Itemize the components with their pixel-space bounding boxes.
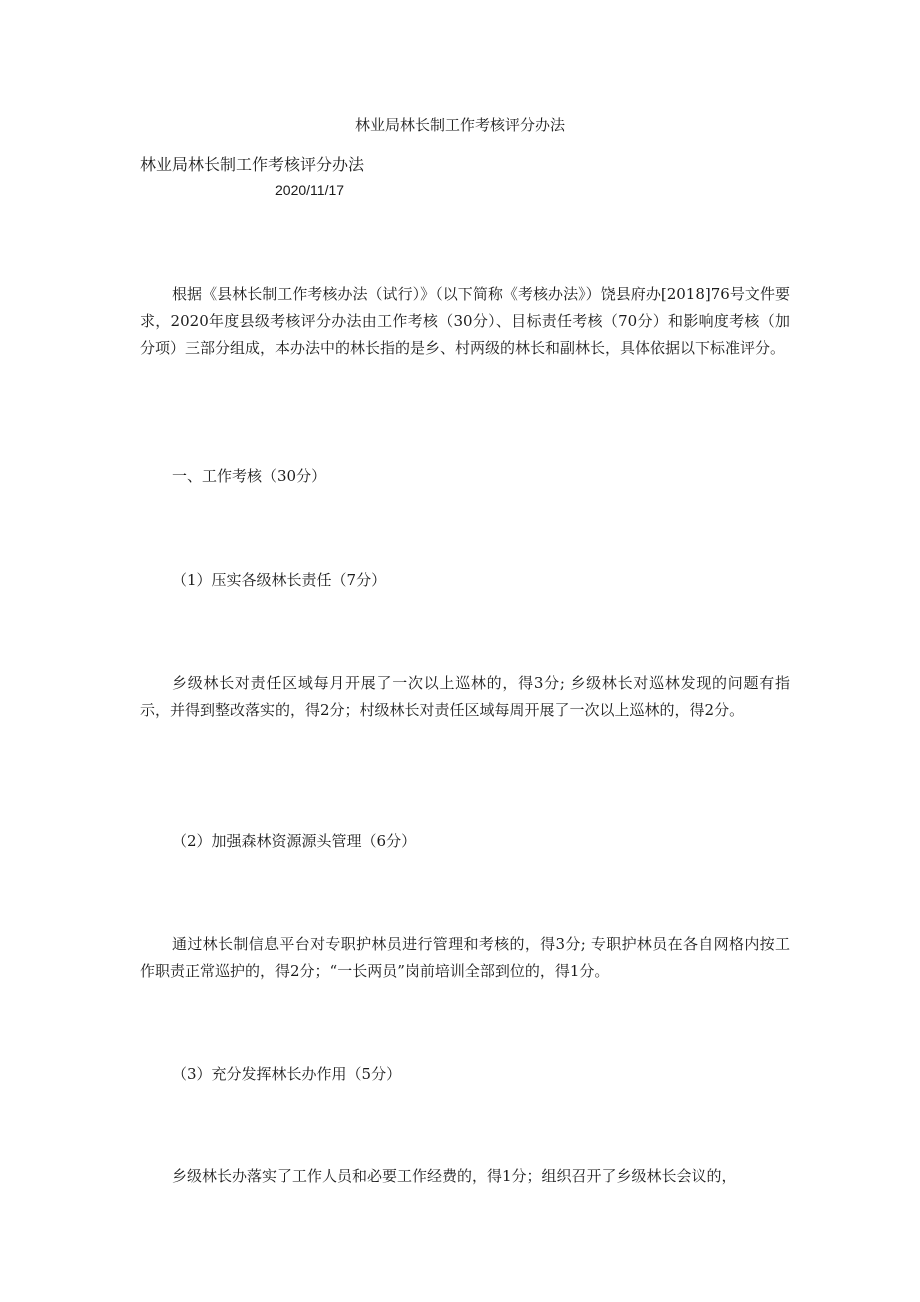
document-subtitle: 林业局林长制工作考核评分办法 [140, 155, 365, 174]
item-body-3: 乡级林长办落实了工作人员和必要工作经费的，得1分；组织召开了乡级林长会议的， [172, 1167, 737, 1185]
item-heading-1: （1）压实各级林长责任（7分） [172, 571, 387, 589]
item-body-2: 通过林长制信息平台对专职护林员进行管理和考核的，得3分; 专职护林员在各自网格内按工作职责正常巡护的，得2分；“一长两员”岗前培训全部到位的，得1分。 [140, 935, 790, 980]
intro-paragraph: 根据《县林长制工作考核办法（试行）》（以下简称《考核办法》）饶县府办[2018]76号文件要求，2020年度县级考核评分办法由工作考核（30分）、目标责任考核（70分）和影响度考核（加分项）三部分组成，本办法中的林长指的是乡、村两级的林长和副林长，具体依据以下标准评分。 [140, 285, 790, 357]
document-title: 林业局林长制工作考核评分办法 [354, 116, 565, 134]
item-heading-2: （2）加强森林资源源头管理（6分） [172, 832, 417, 850]
item-body-1: 乡级林长对责任区域每月开展了一次以上巡林的，得3分; 乡级林长对巡林发现的问题有指示，并得到整改落实的，得2分；村级林长对责任区域每周开展了一次以上巡林的，得2分。 [140, 674, 790, 719]
item-heading-3: （3）充分发挥林长办作用（5分） [172, 1065, 402, 1083]
document-date: 2020/11/17 [275, 182, 345, 198]
section-heading-work-assessment: 一、工作考核（30分） [172, 467, 327, 485]
